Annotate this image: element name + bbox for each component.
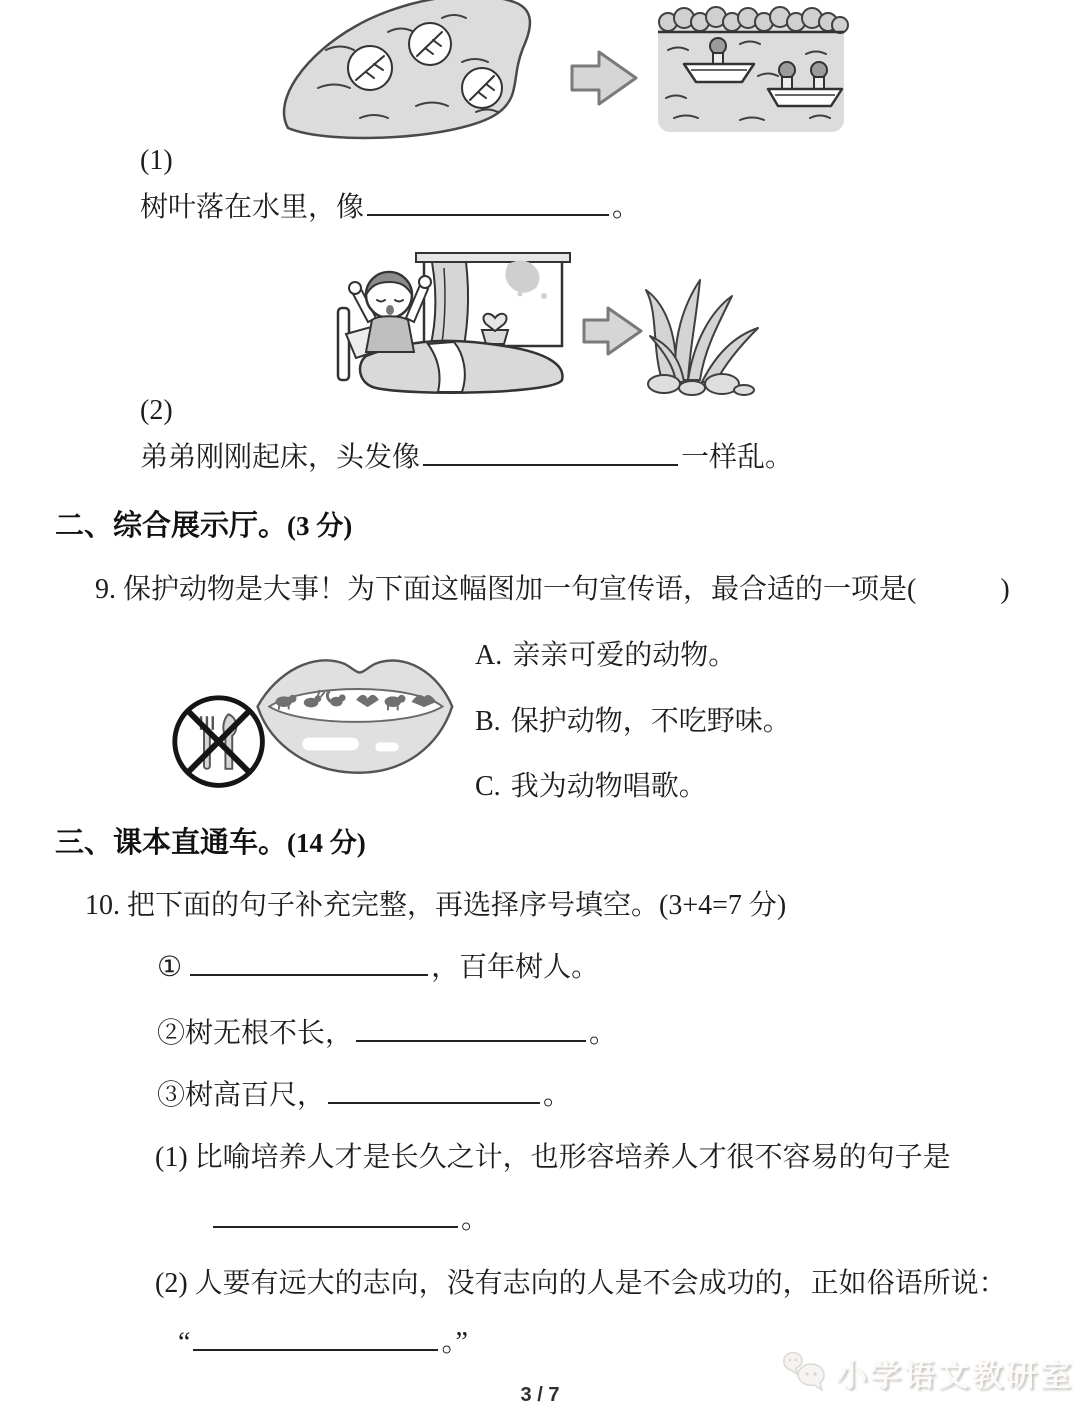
q9-option-a-label: A. [475, 640, 503, 671]
q10-item3-pre: ③树高百尺， [157, 1080, 326, 1111]
q10-sub1-answer-line [210, 1202, 489, 1237]
watermark-text: 小学语文教研室 [836, 1358, 1074, 1393]
q10-stem-score: (3+4=7 分) [659, 890, 787, 921]
q10-stem [85, 888, 786, 923]
stream-with-leaves [284, 0, 530, 138]
illustration-boy-to-grass [332, 248, 762, 396]
q10-item1-post: ，百年树人。 [431, 952, 600, 983]
section2-heading [55, 503, 352, 544]
q10-sub1-post: 。 [461, 1204, 490, 1235]
fill-blank-q10-sub2[interactable] [193, 1347, 438, 1351]
q10-sub2-answer-line [178, 1325, 468, 1360]
q10-item3 [157, 1078, 571, 1113]
section2-score: (3 分) [287, 511, 353, 541]
q10-item2-pre: ②树无根不长， [157, 1018, 354, 1049]
q9-answer-parentheses[interactable]: ( ) [907, 574, 1010, 605]
q10-sub2-open-quote: “ [178, 1327, 191, 1358]
no-eating-icon [175, 698, 263, 786]
arrow-right-icon [572, 52, 636, 104]
q10-sub1-text: (1) 比喻培养人才是长久之计，也形容培养人才很不容易的句子是 [155, 1142, 951, 1173]
section3-heading [55, 820, 366, 861]
q8-part1-sentence [140, 190, 640, 225]
section3-score: (14 分) [287, 828, 366, 858]
q10-item1-pre: ① [157, 952, 183, 983]
q9-option-a[interactable] [475, 633, 736, 673]
lips-drawing [168, 613, 460, 803]
q8-part1-post: 。 [612, 192, 641, 223]
q8-part2-post: 一样乱。 [681, 442, 794, 473]
q9-option-c-text: 我为动物唱歌。 [510, 771, 707, 802]
q10-item2 [157, 1016, 617, 1051]
fill-blank-q8-2[interactable] [423, 462, 678, 466]
fill-blank-q8-1[interactable] [367, 212, 609, 216]
q10-sub2-post: 。” [441, 1327, 468, 1358]
q10-item1 [157, 950, 599, 985]
leaves-to-boats-drawing [270, 0, 850, 140]
page-number: 3 / 7 [520, 1384, 560, 1406]
lips [258, 660, 453, 772]
grass-clump [646, 280, 758, 395]
arrow-right-icon [584, 308, 641, 354]
fill-blank-q10-1[interactable] [190, 972, 428, 976]
q9-option-b-text: 保护动物，不吃野味。 [510, 706, 791, 737]
boy-to-grass-drawing [332, 248, 762, 396]
q10-item2-post: 。 [589, 1018, 618, 1049]
fill-blank-q10-3[interactable] [328, 1100, 540, 1104]
q8-part1-pre: 树叶落在水里，像 [140, 192, 365, 223]
q9-option-b[interactable] [475, 699, 791, 739]
section2-title: 二、综合展示厅。 [55, 510, 288, 542]
q8-part2-label: (2) [140, 395, 173, 426]
q9-stem [95, 572, 1010, 607]
q9-option-c[interactable] [475, 764, 707, 804]
q8-part2-sentence [140, 440, 793, 475]
illustration-lips-no-wild-food [168, 613, 460, 803]
q9-option-a-text: 亲亲可爱的动物。 [512, 640, 737, 671]
q10-sub2-text: (2) 人要有远大的志向，没有志向的人是不会成功的，正如俗语所说： [155, 1268, 1007, 1299]
q10-item3-post: 。 [543, 1080, 572, 1111]
fill-blank-q10-2[interactable] [356, 1038, 586, 1042]
fill-blank-q10-sub1[interactable] [213, 1224, 458, 1228]
section3-title: 三、课本直通车。 [55, 827, 288, 859]
illustration-leaves-to-boats [270, 0, 850, 140]
q10-stem-text: 10. 把下面的句子补充完整，再选择序号填空。 [85, 890, 660, 921]
q9-stem-text: 9. 保护动物是大事！为下面这幅图加一句宣传语，最合适的一项是 [95, 574, 908, 605]
q9-option-b-label: B. [475, 706, 501, 737]
q8-part2-pre: 弟弟刚刚起床，头发像 [140, 442, 421, 473]
pond-with-boats [658, 7, 848, 132]
q9-option-c-label: C. [475, 771, 501, 802]
q8-part1-label: (1) [140, 145, 173, 176]
